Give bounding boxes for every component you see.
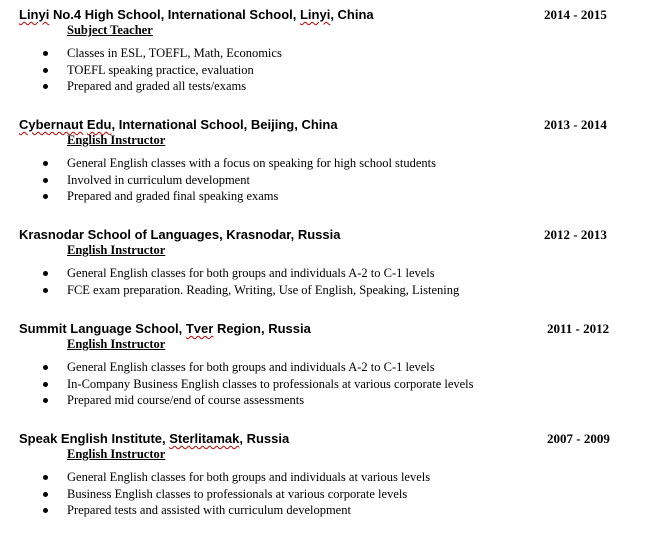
duty-text: General English classes for both groups and individuals A-2 to C-1 levels xyxy=(67,360,435,374)
organization-name xyxy=(19,117,338,133)
job-title: English Instructor xyxy=(67,243,166,257)
date-range: 2014 - 2015 xyxy=(544,7,607,22)
organization-name xyxy=(19,431,289,447)
duty-text: Prepared and graded final speaking exams xyxy=(67,189,279,203)
job-title: English Instructor xyxy=(67,447,166,461)
bullet-icon xyxy=(43,161,48,166)
bullet-icon xyxy=(43,194,48,199)
bullet-icon xyxy=(43,475,48,480)
duty-text: Prepared and graded all tests/exams xyxy=(67,79,247,93)
bullet-icon xyxy=(43,68,48,73)
org-text: Edu xyxy=(86,117,112,132)
duty-text: FCE exam preparation. Reading, Writing, Use of English, Speaking, Listening xyxy=(67,282,460,297)
org-text: , International School, Beijing, China xyxy=(111,117,338,132)
org-text: , Russia xyxy=(239,431,290,446)
job-title: English Instructor xyxy=(67,337,166,351)
bullet-icon xyxy=(43,492,48,497)
date-range: 2012 - 2013 xyxy=(544,227,607,242)
org-text: Krasnodar School of Languages, Krasnodar, Russia xyxy=(19,227,341,242)
date-range: 2011 - 2012 xyxy=(547,321,610,336)
duty-text: Classes in ESL, TOEFL, Math, Economics xyxy=(67,46,282,60)
organization-name xyxy=(19,227,340,243)
org-text: Sterlitamak xyxy=(169,431,240,446)
org-text: Tver xyxy=(185,321,214,336)
duty-text: Business English classes to professionals at various corporate levels xyxy=(67,486,408,501)
org-text: Summit Language School, xyxy=(19,321,186,336)
bullet-icon xyxy=(43,84,48,89)
duty-text: General English classes for both groups and individuals A-2 to C-1 levels xyxy=(67,266,435,280)
bullet-icon xyxy=(43,508,48,513)
date-range: 2013 - 2014 xyxy=(544,117,607,132)
job-title: English Instructor xyxy=(67,133,166,147)
job-title: Subject Teacher xyxy=(67,23,153,37)
bullet-icon xyxy=(43,51,48,56)
bullet-icon xyxy=(43,382,48,387)
org-text: Region, Russia xyxy=(213,321,311,336)
duty-text: Prepared tests and assisted with curriculum development xyxy=(67,503,351,517)
duty-text: TOEFL speaking practice, evaluation xyxy=(67,62,254,77)
duty-text: Prepared mid course/end of course assessments xyxy=(67,393,305,407)
org-text: Linyi xyxy=(19,7,50,22)
bullet-icon xyxy=(43,398,48,403)
org-text: Linyi xyxy=(299,7,331,22)
bullet-icon xyxy=(43,178,48,183)
date-range: 2007 - 2009 xyxy=(547,431,610,446)
bullet-icon xyxy=(43,288,48,293)
duty-text: General English classes for both groups and individuals at various levels xyxy=(67,470,431,484)
org-text: Cybernaut xyxy=(19,117,84,132)
organization-name xyxy=(19,7,374,23)
duty-text: In-Company Business English classes to professionals at various corporate levels xyxy=(67,376,474,391)
duty-text: Involved in curriculum development xyxy=(67,172,250,187)
org-text: , China xyxy=(330,7,374,22)
organization-name xyxy=(19,321,311,337)
bullet-icon xyxy=(43,365,48,370)
org-text: No.4 High School, International School, xyxy=(49,7,300,22)
org-text: Speak English Institute, xyxy=(19,431,170,446)
bullet-icon xyxy=(43,271,48,276)
duty-text: General English classes with a focus on speaking for high school students xyxy=(67,156,437,170)
